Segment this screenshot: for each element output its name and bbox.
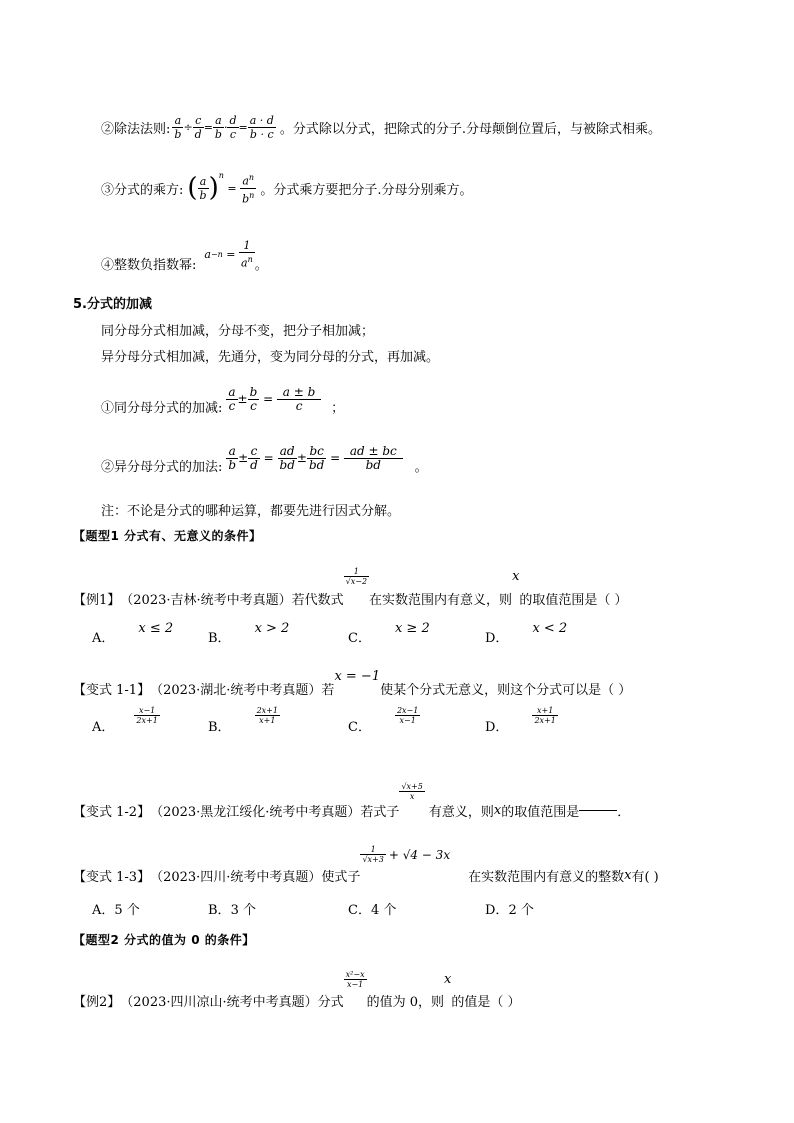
example-1-option-c[interactable]: C．x ≥ 2 — [348, 621, 430, 646]
rule-division — [101, 104, 661, 150]
rule-diff-denominator — [101, 436, 428, 480]
variant-1-3-expr: $\frac{1}{√x+3}$ + √4 − 3x — [362, 845, 451, 864]
example-1-expr: $\frac{1}{√x-2}$ — [345, 567, 368, 586]
rule-negative-exp-text: 。 — [254, 257, 268, 273]
diff-denominator-tail: 。 — [414, 459, 428, 475]
variant-1-2-answer-blank[interactable] — [579, 810, 617, 811]
variant-1-2-source: （2023·黑龙江绥化·统考中考真题）若式子 — [150, 804, 400, 820]
rule-same-denominator — [101, 377, 344, 421]
rule-division-text: 。分式除以分式，把除式的分子.分母颠倒位置后，与被除式相乘。 — [279, 121, 661, 137]
variant-1-1-option-b[interactable]: B． $\frac{2x+1}{x+1}$ — [208, 706, 278, 735]
example-1-mid: 在实数范围内有意义，则 — [369, 592, 513, 608]
example-1-tag: 【例1】 — [73, 592, 121, 608]
variant-1-3-option-d[interactable]: D．2 个 — [485, 903, 534, 918]
rule-division-formula: $\frac{a}{b}$ ÷ $\frac{c}{d}$ = $\frac{a}{b}$ · $\frac{d}{c}$ = $\frac{a \cdot d}{b \cdot c}$ — [174, 113, 274, 141]
variant-1-1-option-d[interactable]: D． $\frac{x+1}{2x+1}$ — [485, 706, 556, 735]
variant-1-1-tail: 使某个分式无意义，则这个分式可以是（ ） — [380, 682, 632, 698]
variant-1-3-var: x — [624, 867, 632, 883]
same-denominator-label: ①同分母分式的加减: — [101, 400, 223, 416]
variant-1-3-tag: 【变式 1-3】 — [73, 869, 151, 885]
question-type-1-title: 【题型1 分式有、无意义的条件】 — [73, 529, 262, 543]
diff-denominator-formula: $\frac{a}{b}$ ± $\frac{c}{d}$ = $\frac{ad}{bd}$ ± $\frac{bc}{bd}$ = $\frac{ad \pm bc}{bd}$ — [228, 443, 401, 472]
variant-1-2-tag: 【变式 1-2】 — [73, 804, 151, 820]
variant-1-3 — [73, 845, 659, 885]
variant-1-3-option-a[interactable]: A．5 个 — [92, 903, 140, 918]
variant-1-2-end: ． — [617, 804, 631, 820]
rule-division-label: ②除法法则: — [101, 121, 171, 137]
same-denominator-formula: $\frac{a}{c}$ ± $\frac{b}{c}$ = $\frac{a \pm b}{c}$ — [228, 384, 320, 413]
example-1-var: x — [512, 569, 520, 584]
variant-1-3-option-b[interactable]: B．3 个 — [208, 903, 256, 918]
example-2-mid: 的值为 0，则 — [366, 994, 444, 1010]
variant-1-3-source: （2023·四川·统考中考真题）使式子 — [150, 869, 361, 885]
example-2-tail: 的值是（ ） — [451, 994, 521, 1010]
rule-power-text: 。分式乘方要把分子.分母分别乘方。 — [260, 182, 473, 198]
variant-1-2-tail2: 的取值范围是 — [501, 804, 580, 820]
example-1-option-a[interactable]: A．x ≤ 2 — [92, 621, 174, 646]
section5-title: 5.分式的加减 — [73, 297, 152, 312]
example-1-option-b[interactable]: B．x > 2 — [208, 621, 290, 646]
section5-line1: 同分母分式相加减，分母不变，把分子相加减； — [101, 324, 375, 339]
rule-power — [101, 166, 472, 210]
variant-1-1-tag: 【变式 1-1】 — [73, 682, 151, 698]
diff-denominator-label: ②异分母分式的加法: — [101, 459, 223, 475]
variant-1-1-option-c[interactable]: C． $\frac{2x-1}{x-1}$ — [348, 706, 419, 735]
variant-1-2 — [73, 780, 630, 820]
rule-negative-exp — [101, 234, 268, 274]
example-2-tag: 【例2】 — [73, 994, 121, 1010]
rule-power-formula: ( $\frac{a}{b}$ ) $^n$ = $\frac{a^n}{b^n}$ — [187, 170, 255, 206]
example-2-source: （2023·四川凉山·统考中考真题）分式 — [120, 994, 344, 1010]
variant-1-2-tail1: 有意义，则 — [428, 804, 494, 820]
variant-1-2-var: x — [493, 802, 502, 818]
example-1 — [73, 567, 628, 607]
example-2-var: x — [443, 972, 452, 987]
variant-1-1-source: （2023·湖北·统考中考真题）若 — [150, 682, 335, 698]
example-1-tail: 的取值范围是（ ） — [519, 592, 628, 608]
example-1-source: （2023·吉林·统考中考真题）若代数式 — [120, 592, 344, 608]
rule-power-label: ③分式的乘方: — [101, 182, 184, 198]
variant-1-1-option-a[interactable]: A． $\frac{x-1}{2x+1}$ — [92, 706, 158, 735]
variant-1-3-tail2: 有( ) — [631, 869, 659, 885]
variant-1-3-tail1: 在实数范围内有意义的整数 — [468, 869, 625, 885]
variant-1-2-expr: $\frac{√x+5}{x}$ — [401, 782, 423, 801]
question-type-2-title: 【题型2 分式的值为 0 的条件】 — [73, 933, 255, 947]
example-2 — [73, 970, 520, 1010]
section5-note: 注：不论是分式的哪种运算，都要先进行因式分解。 — [101, 504, 401, 519]
variant-1-3-option-c[interactable]: C．4 个 — [348, 903, 397, 918]
example-2-expr: $\frac{\text{x²−x}}{x-1}$ — [345, 970, 365, 989]
example-1-option-d[interactable]: D．x < 2 — [485, 621, 568, 646]
rule-negative-exp-label: ④整数负指数幂: — [101, 257, 197, 273]
variant-1-1-cond: x = −1 — [334, 669, 381, 684]
rule-negative-exp-formula: a −n = $\frac{1}{a^n}$ — [204, 238, 253, 270]
variant-1-1 — [73, 667, 631, 697]
same-denominator-tail: ； — [331, 400, 345, 416]
section5-line2: 异分母分式相加减，先通分，变为同分母的分式，再加减。 — [101, 350, 440, 365]
